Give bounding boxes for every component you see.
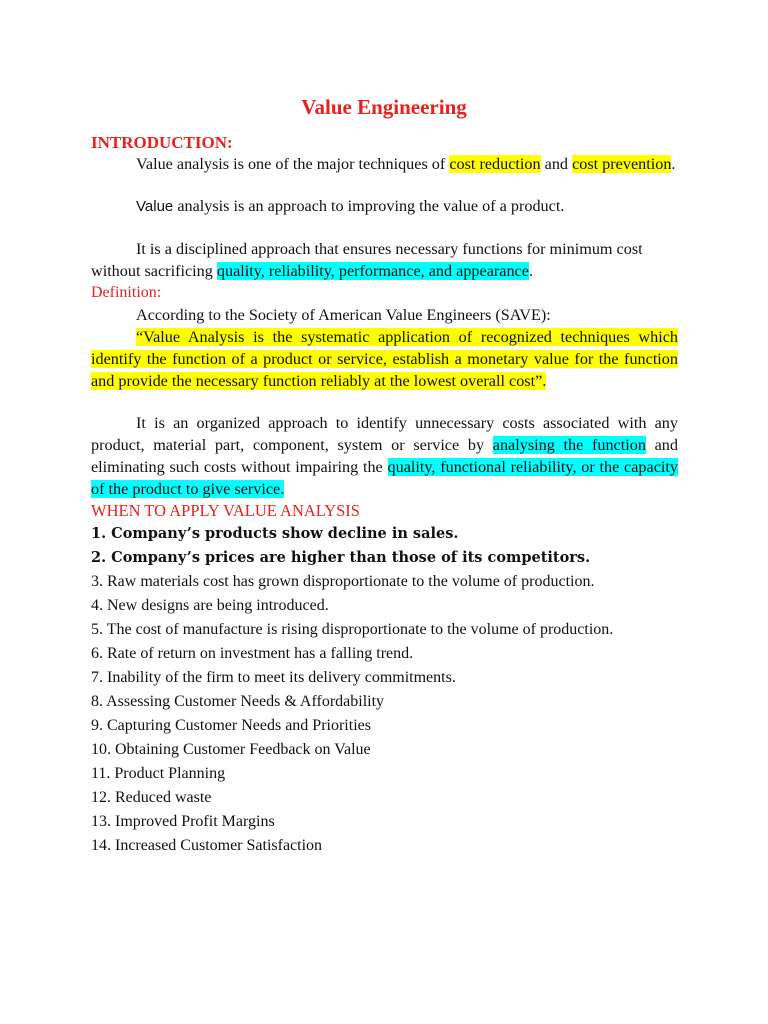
highlight-analysing-function: analysing the function bbox=[492, 436, 646, 454]
intro-paragraph-1 bbox=[91, 153, 678, 175]
list-item: 12. Reduced waste bbox=[91, 789, 212, 806]
list-item: 10. Obtaining Customer Feedback on Value bbox=[91, 741, 371, 758]
highlight-cost-prevention: cost prevention bbox=[572, 155, 672, 173]
intro-p2-text: analysis is an approach to improving the value of a product. bbox=[173, 197, 565, 215]
list-item: 1. Company’s products show decline in sales. bbox=[91, 525, 459, 542]
document-title: Value Engineering bbox=[301, 95, 467, 119]
list-item: 9. Capturing Customer Needs and Priorities bbox=[91, 717, 371, 734]
when-to-apply-heading: WHEN TO APPLY VALUE ANALYSIS bbox=[91, 501, 360, 520]
definition-quote-paragraph bbox=[91, 326, 678, 392]
intro-paragraph-3 bbox=[91, 238, 678, 282]
list-item: 6. Rate of return on investment has a falling trend. bbox=[91, 645, 414, 662]
definition-quote-end: . bbox=[542, 372, 547, 390]
highlight-quality-attributes: quality, reliability, performance, and appearance bbox=[216, 262, 529, 280]
intro-p3-period: . bbox=[528, 262, 533, 280]
definition-quote: “Value Analysis is the systematic application of recognized techniques which identify the function of a product or service, establish a monetary value for the function and provide the necessary function reliably at the lowest overall cost” bbox=[91, 328, 678, 390]
list-item: 11. Product Planning bbox=[91, 765, 226, 782]
list-item: 7. Inability of the firm to meet its delivery commitments. bbox=[91, 669, 456, 686]
definition-heading: Definition: bbox=[91, 284, 162, 301]
intro-p2-first-word: Value bbox=[136, 198, 174, 215]
introduction-heading: INTRODUCTION: bbox=[91, 133, 233, 152]
list-item: 8. Assessing Customer Needs & Affordability bbox=[91, 693, 385, 710]
intro-p1-period: . bbox=[671, 155, 676, 173]
organized-mid-text: and eliminating such costs without impairing the bbox=[91, 436, 678, 476]
organized-text: It is an organized approach to identify unnecessary costs associated with any product, material part, component, system or service by bbox=[91, 414, 678, 454]
document-body bbox=[91, 132, 678, 858]
list-item: 3. Raw materials cost has grown disproportionate to the volume of production. bbox=[91, 573, 595, 590]
intro-p1-text: Value analysis is one of the major techniques of bbox=[136, 155, 450, 173]
definition-intro: According to the Society of American Value Engineers (SAVE): bbox=[136, 306, 551, 324]
highlight-cost-reduction: cost reduction bbox=[449, 155, 541, 173]
intro-p3-text: It is a disciplined approach that ensures necessary functions for minimum cost without sacrificing bbox=[91, 240, 643, 280]
list-item: 5. The cost of manufacture is rising disproportionate to the volume of production. bbox=[91, 621, 614, 638]
list-item: 2. Company’s prices are higher than those of its competitors. bbox=[91, 549, 591, 566]
when-to-apply-list bbox=[91, 522, 678, 858]
list-item: 13. Improved Profit Margins bbox=[91, 813, 275, 830]
list-item: 4. New designs are being introduced. bbox=[91, 597, 329, 614]
intro-p1-and: and bbox=[540, 155, 573, 173]
list-item: 14. Increased Customer Satisfaction bbox=[91, 837, 323, 854]
organized-approach-paragraph bbox=[91, 412, 678, 500]
intro-paragraph-2 bbox=[91, 195, 678, 218]
highlight-quality-capacity: quality, functional reliability, or the capacity of the product to give service. bbox=[91, 458, 678, 498]
